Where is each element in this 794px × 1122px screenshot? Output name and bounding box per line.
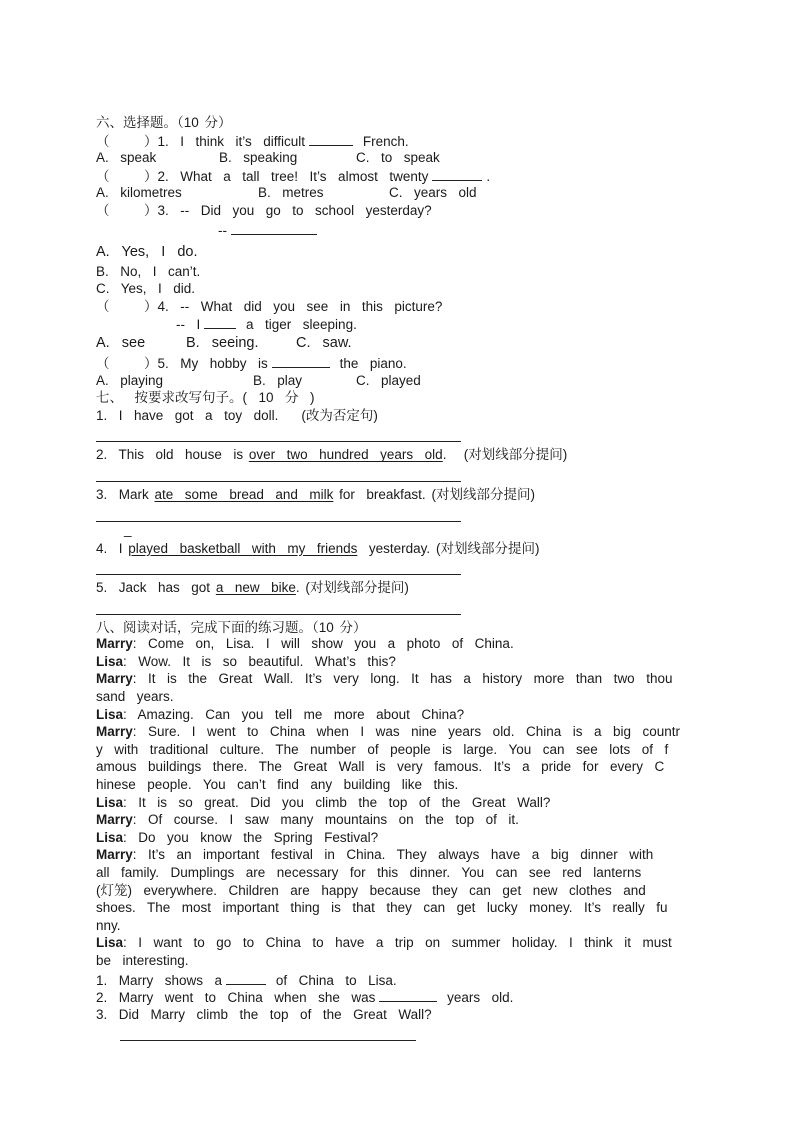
dialogue-line	[96, 759, 700, 777]
dialogue-text: nny.	[96, 917, 121, 933]
dialogue-line	[96, 654, 700, 672]
answer-line[interactable]	[96, 464, 700, 486]
q6-3-stem: （ ）3. -- Did you go to school yesterday?	[96, 202, 432, 218]
dialogue-line	[96, 795, 700, 813]
dialogue-line	[96, 900, 700, 918]
dialogue-line	[96, 883, 700, 901]
answer-blank[interactable]	[309, 132, 353, 146]
s7-item-2: 2. This old house is over two hundred years old. (对划线部分提问)	[96, 447, 568, 463]
answer-line[interactable]	[96, 504, 700, 526]
q6-4-stem: （ ）4. -- What did you see in this picture?	[96, 298, 443, 314]
speaker-name: Marry	[96, 671, 133, 687]
dialogue-text: be interesting.	[96, 952, 189, 968]
dialogue-line	[96, 847, 700, 865]
stray-underscore: _	[124, 521, 132, 537]
q6-2-options: A. kilometres B. metres C. years old	[96, 185, 477, 201]
exam-page	[96, 114, 700, 1045]
section-8-heading: 八、阅读对话，完成下面的练习题。（10 分）	[96, 619, 367, 635]
answer-line[interactable]	[96, 597, 700, 619]
q6-3-reply: --	[96, 220, 700, 242]
answer-blank[interactable]	[272, 354, 330, 368]
dialogue-text: sand years.	[96, 689, 174, 705]
dialogue-text: : It is so great. Did you climb the top of the Great Wall?	[123, 794, 551, 810]
q6-4-options: A. see B. seeing. C. saw.	[96, 334, 352, 351]
q6-2-stem: （ ）2. What a tall tree! It’s almost twenty .	[96, 168, 491, 184]
dialogue-text: : I want to go to China to have a trip on summer holiday. I think it must	[123, 935, 672, 951]
s7-item-1: 1. I have got a toy doll. (改为否定句)	[96, 407, 378, 423]
answer-line[interactable]	[120, 1023, 700, 1045]
q6-1-options: A. speak B. speaking C. to speak	[96, 150, 440, 166]
answer-line[interactable]	[96, 424, 700, 446]
answer-blank[interactable]	[226, 971, 266, 985]
dialogue-line	[96, 953, 700, 971]
dialogue-text: amous buildings there. The Great Wall is very famous. It’s a pride for every C	[96, 759, 665, 775]
dialogue-text: y with traditional culture. The number of people is large. You can see lots of f	[96, 741, 669, 757]
s8-question-3: 3. Did Marry climb the top of the Great Wall?	[96, 1006, 432, 1022]
speaker-name: Marry	[96, 636, 133, 652]
q6-5-stem: （ ）5. My hobby is the piano.	[96, 355, 407, 371]
dialogue-line	[96, 671, 700, 689]
dialogue-line	[96, 777, 700, 795]
s8-question-2: 2. Marry went to China when she was years old.	[96, 990, 514, 1006]
dialogue-text: : Wow. It is so beautiful. What’s this?	[123, 653, 396, 669]
section-6-heading: 六、选择题。（10 分）	[96, 115, 232, 130]
dialogue-text: : Come on, Lisa. I will show you a photo of China.	[132, 636, 514, 652]
dialogue-line	[96, 812, 700, 830]
q6-3-option-a: A. Yes, I do.	[96, 243, 198, 260]
answer-blank[interactable]	[379, 988, 437, 1002]
dialogue-text: : Do you know the Spring Festival?	[123, 829, 379, 845]
dialogue-line	[96, 707, 700, 725]
answer-blank[interactable]	[231, 221, 317, 235]
s7-item-5: 5. Jack has got a new bike. (对划线部分提问)	[96, 580, 409, 596]
s7-item-4: 4. I played basketball with my friends yesterday. (对划线部分提问)	[96, 540, 540, 556]
section-7-heading: 七、 按要求改写句子。( 10 分 )	[96, 390, 315, 406]
dialogue-line	[96, 724, 700, 742]
dialogue-text: (灯笼) everywhere. Children are happy because they can get new clothes and	[96, 882, 646, 898]
speaker-name: Lisa	[96, 935, 124, 951]
speaker-name: Marry	[96, 812, 133, 828]
speaker-name: Marry	[96, 847, 133, 863]
dialogue-line	[96, 636, 700, 654]
speaker-name: Lisa	[96, 653, 124, 669]
q6-3-option-b: B. No, I can’t.	[96, 263, 201, 279]
answer-blank[interactable]	[204, 315, 236, 329]
s8-question-1: 1. Marry shows a of China to Lisa.	[96, 972, 397, 988]
dialogue-line	[96, 865, 700, 883]
dialogue-line	[96, 689, 700, 707]
speaker-name: Lisa	[96, 706, 124, 722]
speaker-name: Lisa	[96, 829, 124, 845]
dialogue-text: shoes. The most important thing is that they can get lucky money. It’s really fu	[96, 900, 668, 916]
dialogue-text: : It is the Great Wall. It’s very long. It has a history more than two thou	[132, 671, 673, 687]
dialogue-line	[96, 935, 700, 953]
dialogue-text: hinese people. You can’t find any building like this.	[96, 777, 459, 793]
dialogue-text: : Amazing. Can you tell me more about China?	[123, 706, 465, 722]
s7-item-3: 3. Mark ate some bread and milk for breakfast. (对划线部分提问)	[96, 486, 535, 502]
speaker-name: Marry	[96, 724, 133, 740]
dialogue-text: : Sure. I went to China when I was nine years old. China is a big countr	[132, 724, 681, 740]
q6-1-stem: （ ）1. I think it’s difficult French.	[96, 133, 409, 149]
reading-dialogue	[96, 636, 700, 970]
q6-4-reply: -- I a tiger sleeping.	[176, 317, 357, 333]
q6-3-option-c: C. Yes, I did.	[96, 281, 196, 297]
answer-line[interactable]	[96, 557, 700, 579]
dialogue-line	[96, 918, 700, 936]
speaker-name: Lisa	[96, 794, 124, 810]
dialogue-text: : It’s an important festival in China. They always have a big dinner with	[132, 847, 654, 863]
dialogue-line	[96, 830, 700, 848]
dialogue-line	[96, 742, 700, 760]
dialogue-text: : Of course. I saw many mountains on the top of it.	[132, 812, 519, 828]
answer-blank[interactable]	[432, 167, 482, 181]
q6-5-options: A. playing B. play C. played	[96, 372, 421, 388]
dialogue-text: all family. Dumplings are necessary for this dinner. You can see red lanterns	[96, 865, 642, 880]
